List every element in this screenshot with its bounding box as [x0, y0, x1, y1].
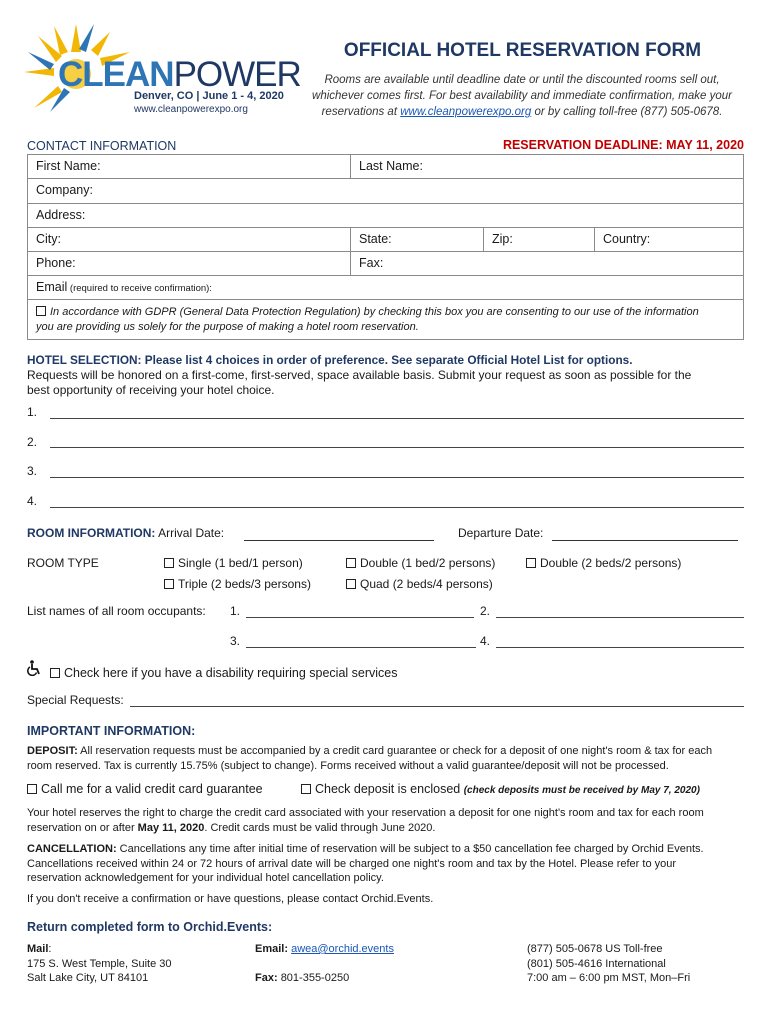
zip-field[interactable]: Zip:	[483, 228, 594, 251]
important-heading: IMPORTANT INFORMATION:	[27, 724, 196, 738]
email-field[interactable]: Email (required to receive confirmation):	[27, 276, 744, 300]
state-field[interactable]: State:	[350, 228, 483, 251]
hotel-choice-1-line[interactable]	[50, 418, 744, 419]
return-heading: Return completed form to Orchid.Events:	[27, 920, 273, 934]
arrival-date-line[interactable]	[244, 540, 434, 541]
room-single-option[interactable]: Single (1 bed/1 person)	[164, 556, 303, 570]
charge-text: Your hotel reserves the right to charge the credit card associated with your reservation a deposit for one night's room and tax for each room reservation on or after May 11, 2020. Credit cards must be valid through June 2020.	[27, 807, 704, 834]
occupant-1-label: 1.	[230, 604, 241, 618]
reservation-deadline: RESERVATION DEADLINE: MAY 11, 2020	[502, 138, 744, 152]
special-requests-label: Special Requests:	[27, 693, 124, 707]
brand-clean: CLEAN	[58, 55, 174, 94]
occupant-4-line[interactable]	[496, 647, 744, 648]
occupant-4-label: 4.	[480, 634, 491, 648]
room-double2-option[interactable]: Double (2 beds/2 persons)	[526, 556, 681, 570]
hotel-body: Requests will be honored on a first-come, first-served, space available basis. Submit your request as soon as possible for the best opportunity of receiving your hotel choice.	[27, 368, 692, 397]
room-single-checkbox[interactable]	[164, 558, 174, 568]
hotel-choice-4-line[interactable]	[50, 507, 744, 508]
hotel-choice-4-label: 4.	[27, 494, 38, 508]
occupant-1-line[interactable]	[246, 617, 474, 618]
contact-row-name	[27, 154, 744, 179]
room-triple-checkbox[interactable]	[164, 579, 174, 589]
brand-power: POWER	[173, 55, 301, 94]
form-title: OFFICIAL HOTEL RESERVATION FORM	[343, 40, 702, 61]
city-field[interactable]: City:	[36, 232, 61, 246]
arrival-label: Arrival Date:	[158, 526, 225, 540]
contact-heading: CONTACT INFORMATION	[27, 139, 177, 153]
contact-note: If you don't receive a confirmation or have questions, please contact Orchid.Events.	[27, 893, 434, 905]
room-quad-checkbox[interactable]	[346, 579, 356, 589]
occupant-2-label: 2.	[480, 604, 491, 618]
phone-block: (877) 505-0678 US Toll-free (801) 505-4616 International 7:00 am – 6:00 pm MST, Mon–Fri	[527, 943, 691, 984]
phone-field[interactable]: Phone:	[36, 256, 76, 270]
occupants-label: List names of all room occupants:	[27, 604, 206, 618]
contact-row-phone	[27, 252, 744, 276]
company-field[interactable]: Company:	[27, 179, 744, 204]
room-double1-checkbox[interactable]	[346, 558, 356, 568]
deposit-text: DEPOSIT: All reservation requests must be accompanied by a credit card guarantee or check for a deposit of one night's room & tax for each room reserved. Tax is currently 15.75% (subject to change). Forms received without a valid guarantee/deposit will not be processed.	[27, 745, 713, 772]
hotel-choice-3-line[interactable]	[50, 477, 744, 478]
first-name-field[interactable]: First Name:	[36, 159, 101, 173]
room-triple-option[interactable]: Triple (2 beds/3 persons)	[164, 577, 311, 591]
gdpr-checkbox[interactable]	[36, 306, 46, 316]
email-block: Email: awea@orchid.events	[255, 943, 394, 955]
disability-option[interactable]: Check here if you have a disability requiring special services	[50, 666, 398, 680]
check-enclosed-option[interactable]: Check deposit is enclosed (check deposits must be received by May 7, 2020)	[301, 782, 700, 796]
call-me-option[interactable]: Call me for a valid credit card guarantee	[27, 782, 263, 796]
hotel-choice-2-label: 2.	[27, 435, 38, 449]
occupant-2-line[interactable]	[496, 617, 744, 618]
form-intro: Rooms are available until deadline date or until the discounted rooms sell out, whichever comes first. For best availability and immediate confirmation, make your reservations at www.cleanpowerexpo.org or by calling toll-free (877) 505-0678.	[312, 74, 732, 118]
room-dates-row	[27, 526, 224, 540]
country-field[interactable]: Country:	[594, 228, 743, 251]
hotel-choice-1-label: 1.	[27, 405, 38, 419]
intro-site-link[interactable]: www.cleanpowerexpo.org	[400, 106, 532, 118]
event-site: www.cleanpowerexpo.org	[134, 104, 248, 115]
room-heading: ROOM INFORMATION:	[27, 526, 156, 540]
disability-checkbox[interactable]	[50, 668, 60, 678]
departure-label: Departure Date:	[458, 526, 544, 540]
hotel-choice-2-line[interactable]	[50, 447, 744, 448]
room-type-label: ROOM TYPE	[27, 556, 99, 570]
orchid-email-link[interactable]: awea@orchid.events	[291, 943, 394, 955]
special-requests-line[interactable]	[130, 706, 744, 707]
hotel-choice-3-label: 3.	[27, 464, 38, 478]
mail-block: Mail: 175 S. West Temple, Suite 30 Salt Lake City, UT 84101	[27, 943, 172, 984]
room-double2-checkbox[interactable]	[526, 558, 536, 568]
event-dates: Denver, CO | June 1 - 4, 2020	[134, 90, 284, 102]
gdpr-consent: In accordance with GDPR (General Data Protection Regulation) by checking this box you are consenting to our use of the information you are providing us solely for the purpose of making a hotel room reservation.	[27, 300, 744, 340]
last-name-field[interactable]: Last Name:	[350, 155, 743, 178]
hotel-heading: HOTEL SELECTION: Please list 4 choices in order of preference. See separate Official Hotel List for options.	[27, 353, 633, 367]
check-enclosed-checkbox[interactable]	[301, 784, 311, 794]
address-field[interactable]: Address:	[27, 204, 744, 228]
fax-block: Fax: 801-355-0250	[255, 972, 350, 984]
occupant-3-label: 3.	[230, 634, 241, 648]
fax-field[interactable]: Fax:	[350, 252, 743, 275]
room-double1-option[interactable]: Double (1 bed/2 persons)	[346, 556, 495, 570]
occupant-3-line[interactable]	[246, 647, 476, 648]
wheelchair-icon	[27, 660, 41, 676]
contact-row-city	[27, 228, 744, 252]
cancellation-text: CANCELLATION: Cancellations any time after initial time of reservation will be subject to a $50 cancellation fee charged by Orchid Events. Cancellations received within 24 or 72 hours of arrival date will be charged one night's room and tax by the Hotel. Please refer to your reservation acknowledgement for your individual hotel cancellation policy.	[27, 843, 704, 884]
room-quad-option[interactable]: Quad (2 beds/4 persons)	[346, 577, 493, 591]
event-logo	[24, 22, 301, 120]
departure-date-line[interactable]	[552, 540, 738, 541]
call-me-checkbox[interactable]	[27, 784, 37, 794]
